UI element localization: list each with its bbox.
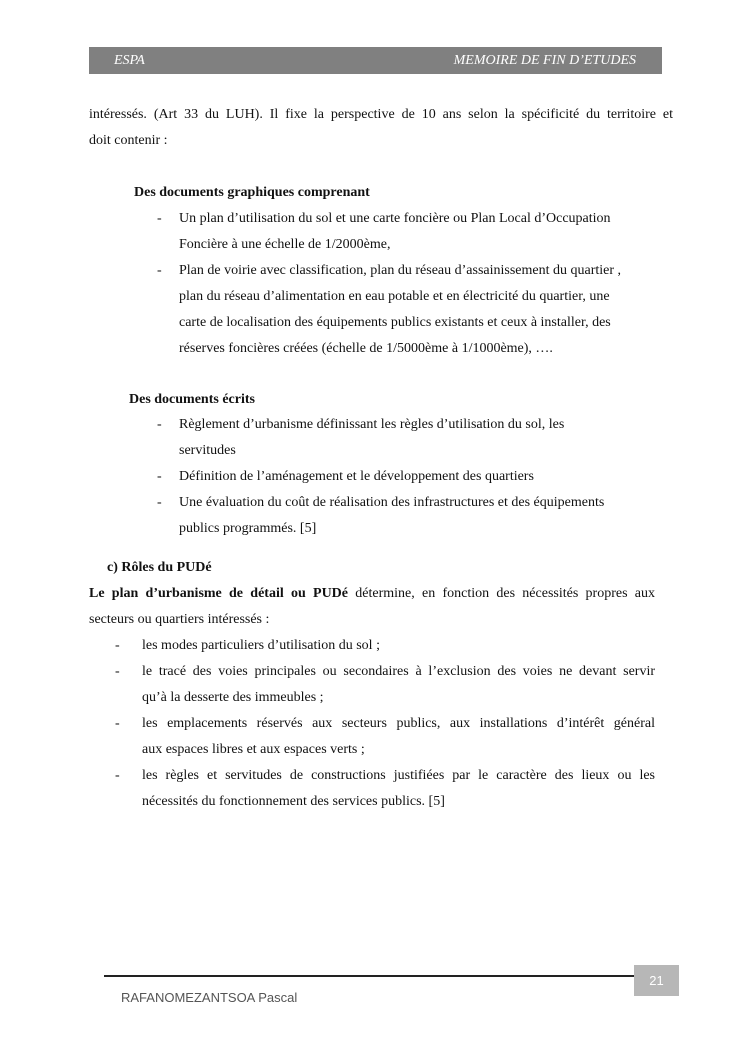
written-item-2-line-1: Définition de l’aménagement et le développement des quartiers	[179, 469, 534, 484]
roles-item-4-line-1: les règles et servitudes de constructions justifiées par le caractère des lieux ou les	[142, 768, 655, 783]
written-item-1-line-1: Règlement d’urbanisme définissant les règles d’utilisation du sol, les	[179, 417, 565, 432]
intro-line-1: intéressés. (Art 33 du LUH). Il fixe la perspective de 10 ans selon la spécificité du territoire et	[89, 107, 673, 122]
roles-paragraph-bold: Le plan d’urbanisme de détail ou PUDé	[89, 586, 349, 601]
graphic-item-2-dash: -	[157, 263, 162, 278]
intro-line-2: doit contenir :	[89, 133, 168, 148]
footer-divider	[104, 975, 634, 977]
written-item-1-dash: -	[157, 417, 162, 432]
roles-item-1-line-1: les modes particuliers d’utilisation du sol ;	[142, 638, 380, 653]
roles-paragraph-rest: détermine, en fonction des nécessités propres aux	[348, 586, 655, 601]
roles-item-2-dash: -	[115, 664, 120, 679]
header-left-text: ESPA	[114, 53, 145, 68]
graphic-item-1-dash: -	[157, 211, 162, 226]
graphic-item-1-line-2: Foncière à une échelle de 1/2000ème,	[179, 237, 391, 252]
roles-item-3-dash: -	[115, 716, 120, 731]
graphic-item-2-line-3: carte de localisation des équipements publics existants et ceux à installer, des	[179, 315, 611, 330]
graphic-item-2-line-1: Plan de voirie avec classification, plan du réseau d’assainissement du quartier ,	[179, 263, 622, 278]
footer-author: RAFANOMEZANTSOA Pascal	[121, 990, 298, 1005]
roles-item-3-line-1: les emplacements réservés aux secteurs publics, aux installations d’intérêt général	[142, 716, 655, 731]
written-docs-title: Des documents écrits	[129, 392, 255, 407]
roles-item-4-line-2: nécessités du fonctionnement des services publics. [5]	[142, 794, 445, 809]
graphic-item-1-line-1: Un plan d’utilisation du sol et une carte foncière ou Plan Local d’Occupation	[179, 211, 611, 226]
graphic-docs-title: Des documents graphiques comprenant	[134, 185, 370, 200]
graphic-item-2-line-4: réserves foncières créées (échelle de 1/5000ème à 1/1000ème), ….	[179, 341, 553, 356]
roles-item-2-line-2: qu’à la desserte des immeubles ;	[142, 690, 324, 705]
roles-paragraph-line-1	[89, 581, 655, 607]
roles-item-4-dash: -	[115, 768, 120, 783]
roles-item-3-line-2: aux espaces libres et aux espaces verts ;	[142, 742, 365, 757]
graphic-item-2-line-2: plan du réseau d’alimentation en eau potable et en électricité du quartier, une	[179, 289, 610, 304]
roles-item-1-dash: -	[115, 638, 120, 653]
written-item-3-dash: -	[157, 495, 162, 510]
page-number: 21	[634, 965, 679, 996]
header-right-text: MEMOIRE DE FIN D’ETUDES	[453, 53, 636, 68]
page-header	[89, 47, 662, 74]
written-item-3-line-2: publics programmés. [5]	[179, 521, 317, 536]
written-item-3-line-1: Une évaluation du coût de réalisation des infrastructures et des équipements	[179, 495, 605, 510]
roles-paragraph-line-2: secteurs ou quartiers intéressés :	[89, 612, 270, 627]
roles-item-2-line-1: le tracé des voies principales ou secondaires à l’exclusion des voies ne devant servir	[142, 664, 655, 679]
written-item-2-dash: -	[157, 469, 162, 484]
written-item-1-line-2: servitudes	[179, 443, 236, 458]
roles-heading: c) Rôles du PUDé	[107, 560, 212, 575]
